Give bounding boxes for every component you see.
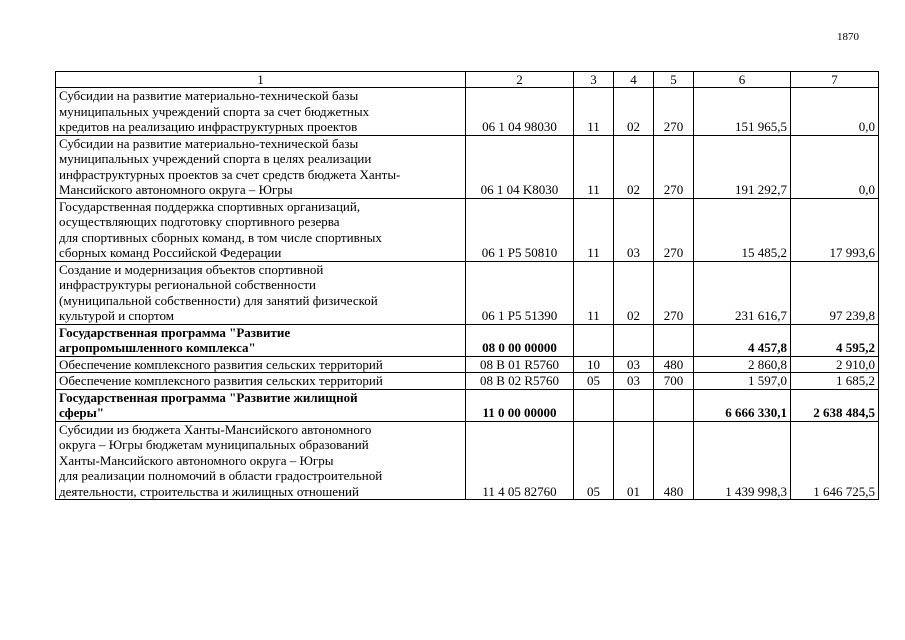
budget-table	[55, 71, 879, 500]
row-subsection-cell	[614, 389, 654, 421]
table-row	[56, 135, 879, 198]
table-header-row	[56, 72, 879, 88]
row-section-cell: 05	[574, 421, 614, 500]
row-amount-cell: 1 646 725,5	[791, 421, 879, 500]
row-name-cell: Государственная программа "Развитие жилищной сферы"	[56, 389, 466, 421]
table-row	[56, 421, 879, 500]
row-code-cell: 11 4 05 82760	[466, 421, 574, 500]
row-subsection-cell	[614, 324, 654, 356]
row-subsection-cell: 03	[614, 356, 654, 373]
row-amount-cell: 17 993,6	[791, 198, 879, 261]
row-code-cell: 06 1 P5 51390	[466, 261, 574, 324]
row-amount-cell: 151 965,5	[694, 88, 791, 136]
row-subsection-cell: 01	[614, 421, 654, 500]
row-code-cell: 08 В 02 R5760	[466, 373, 574, 390]
page-number: 1870	[837, 31, 859, 43]
row-expense-type-cell: 270	[654, 135, 694, 198]
row-name-cell: Субсидии на развитие материально-технической базы муниципальных учреждений спорта за счет бюджетных кредитов на реализацию инфраструктурных проектов	[56, 88, 466, 136]
row-expense-type-cell: 480	[654, 421, 694, 500]
row-amount-cell: 2 638 484,5	[791, 389, 879, 421]
column-header: 1	[56, 72, 466, 88]
row-expense-type-cell	[654, 324, 694, 356]
row-name-cell: Государственная поддержка спортивных организаций, осуществляющих подготовку спортивного резерва для спортивных сборных команд, в том числе спортивных сборных команд Российской Федерации	[56, 198, 466, 261]
row-code-cell: 08 В 01 R5760	[466, 356, 574, 373]
row-name-cell: Создание и модернизация объектов спортивной инфраструктуры региональной собственности (муниципальной собственности) для занятий физической культурой и спортом	[56, 261, 466, 324]
row-name-cell: Субсидии на развитие материально-технической базы муниципальных учреждений спорта в целях реализации инфраструктурных проектов за счет средств бюджета Ханты- Мансийского автономного округа – Югры	[56, 135, 466, 198]
row-section-cell: 11	[574, 198, 614, 261]
column-header: 7	[791, 72, 879, 88]
column-header: 6	[694, 72, 791, 88]
row-amount-cell: 97 239,8	[791, 261, 879, 324]
row-subsection-cell: 02	[614, 261, 654, 324]
row-expense-type-cell: 700	[654, 373, 694, 390]
row-code-cell: 06 1 P5 50810	[466, 198, 574, 261]
row-expense-type-cell	[654, 389, 694, 421]
row-amount-cell: 4 595,2	[791, 324, 879, 356]
column-header: 5	[654, 72, 694, 88]
row-expense-type-cell: 270	[654, 198, 694, 261]
row-code-cell: 11 0 00 00000	[466, 389, 574, 421]
row-amount-cell: 1 685,2	[791, 373, 879, 390]
table-row	[56, 356, 879, 373]
row-section-cell: 11	[574, 261, 614, 324]
column-header: 3	[574, 72, 614, 88]
row-amount-cell: 1 439 998,3	[694, 421, 791, 500]
row-section-cell: 10	[574, 356, 614, 373]
row-amount-cell: 191 292,7	[694, 135, 791, 198]
row-subsection-cell: 03	[614, 198, 654, 261]
column-header: 4	[614, 72, 654, 88]
row-name-cell: Обеспечение комплексного развития сельских территорий	[56, 373, 466, 390]
row-amount-cell: 0,0	[791, 135, 879, 198]
table-row	[56, 389, 879, 421]
table-row	[56, 198, 879, 261]
row-code-cell: 06 1 04 K8030	[466, 135, 574, 198]
row-expense-type-cell: 480	[654, 356, 694, 373]
row-amount-cell: 0,0	[791, 88, 879, 136]
row-section-cell: 05	[574, 373, 614, 390]
row-code-cell: 08 0 00 00000	[466, 324, 574, 356]
table-row	[56, 324, 879, 356]
row-amount-cell: 2 860,8	[694, 356, 791, 373]
row-section-cell	[574, 389, 614, 421]
row-name-cell: Субсидии из бюджета Ханты-Мансийского автономного округа – Югры бюджетам муниципальных образований Ханты-Мансийского автономного округа – Югры для реализации полномочий в области градостроительной деятельности, строительства и жилищных отношений	[56, 421, 466, 500]
row-expense-type-cell: 270	[654, 88, 694, 136]
table-body	[56, 88, 879, 500]
row-subsection-cell: 02	[614, 135, 654, 198]
row-amount-cell: 4 457,8	[694, 324, 791, 356]
row-section-cell	[574, 324, 614, 356]
row-expense-type-cell: 270	[654, 261, 694, 324]
table-row	[56, 88, 879, 136]
row-code-cell: 06 1 04 98030	[466, 88, 574, 136]
row-section-cell: 11	[574, 135, 614, 198]
row-section-cell: 11	[574, 88, 614, 136]
row-amount-cell: 6 666 330,1	[694, 389, 791, 421]
column-header: 2	[466, 72, 574, 88]
row-subsection-cell: 02	[614, 88, 654, 136]
row-name-cell: Государственная программа "Развитие агропромышленного комплекса"	[56, 324, 466, 356]
row-amount-cell: 231 616,7	[694, 261, 791, 324]
row-subsection-cell: 03	[614, 373, 654, 390]
row-name-cell: Обеспечение комплексного развития сельских территорий	[56, 356, 466, 373]
row-amount-cell: 1 597,0	[694, 373, 791, 390]
table-row	[56, 261, 879, 324]
row-amount-cell: 2 910,0	[791, 356, 879, 373]
table-row	[56, 373, 879, 390]
row-amount-cell: 15 485,2	[694, 198, 791, 261]
